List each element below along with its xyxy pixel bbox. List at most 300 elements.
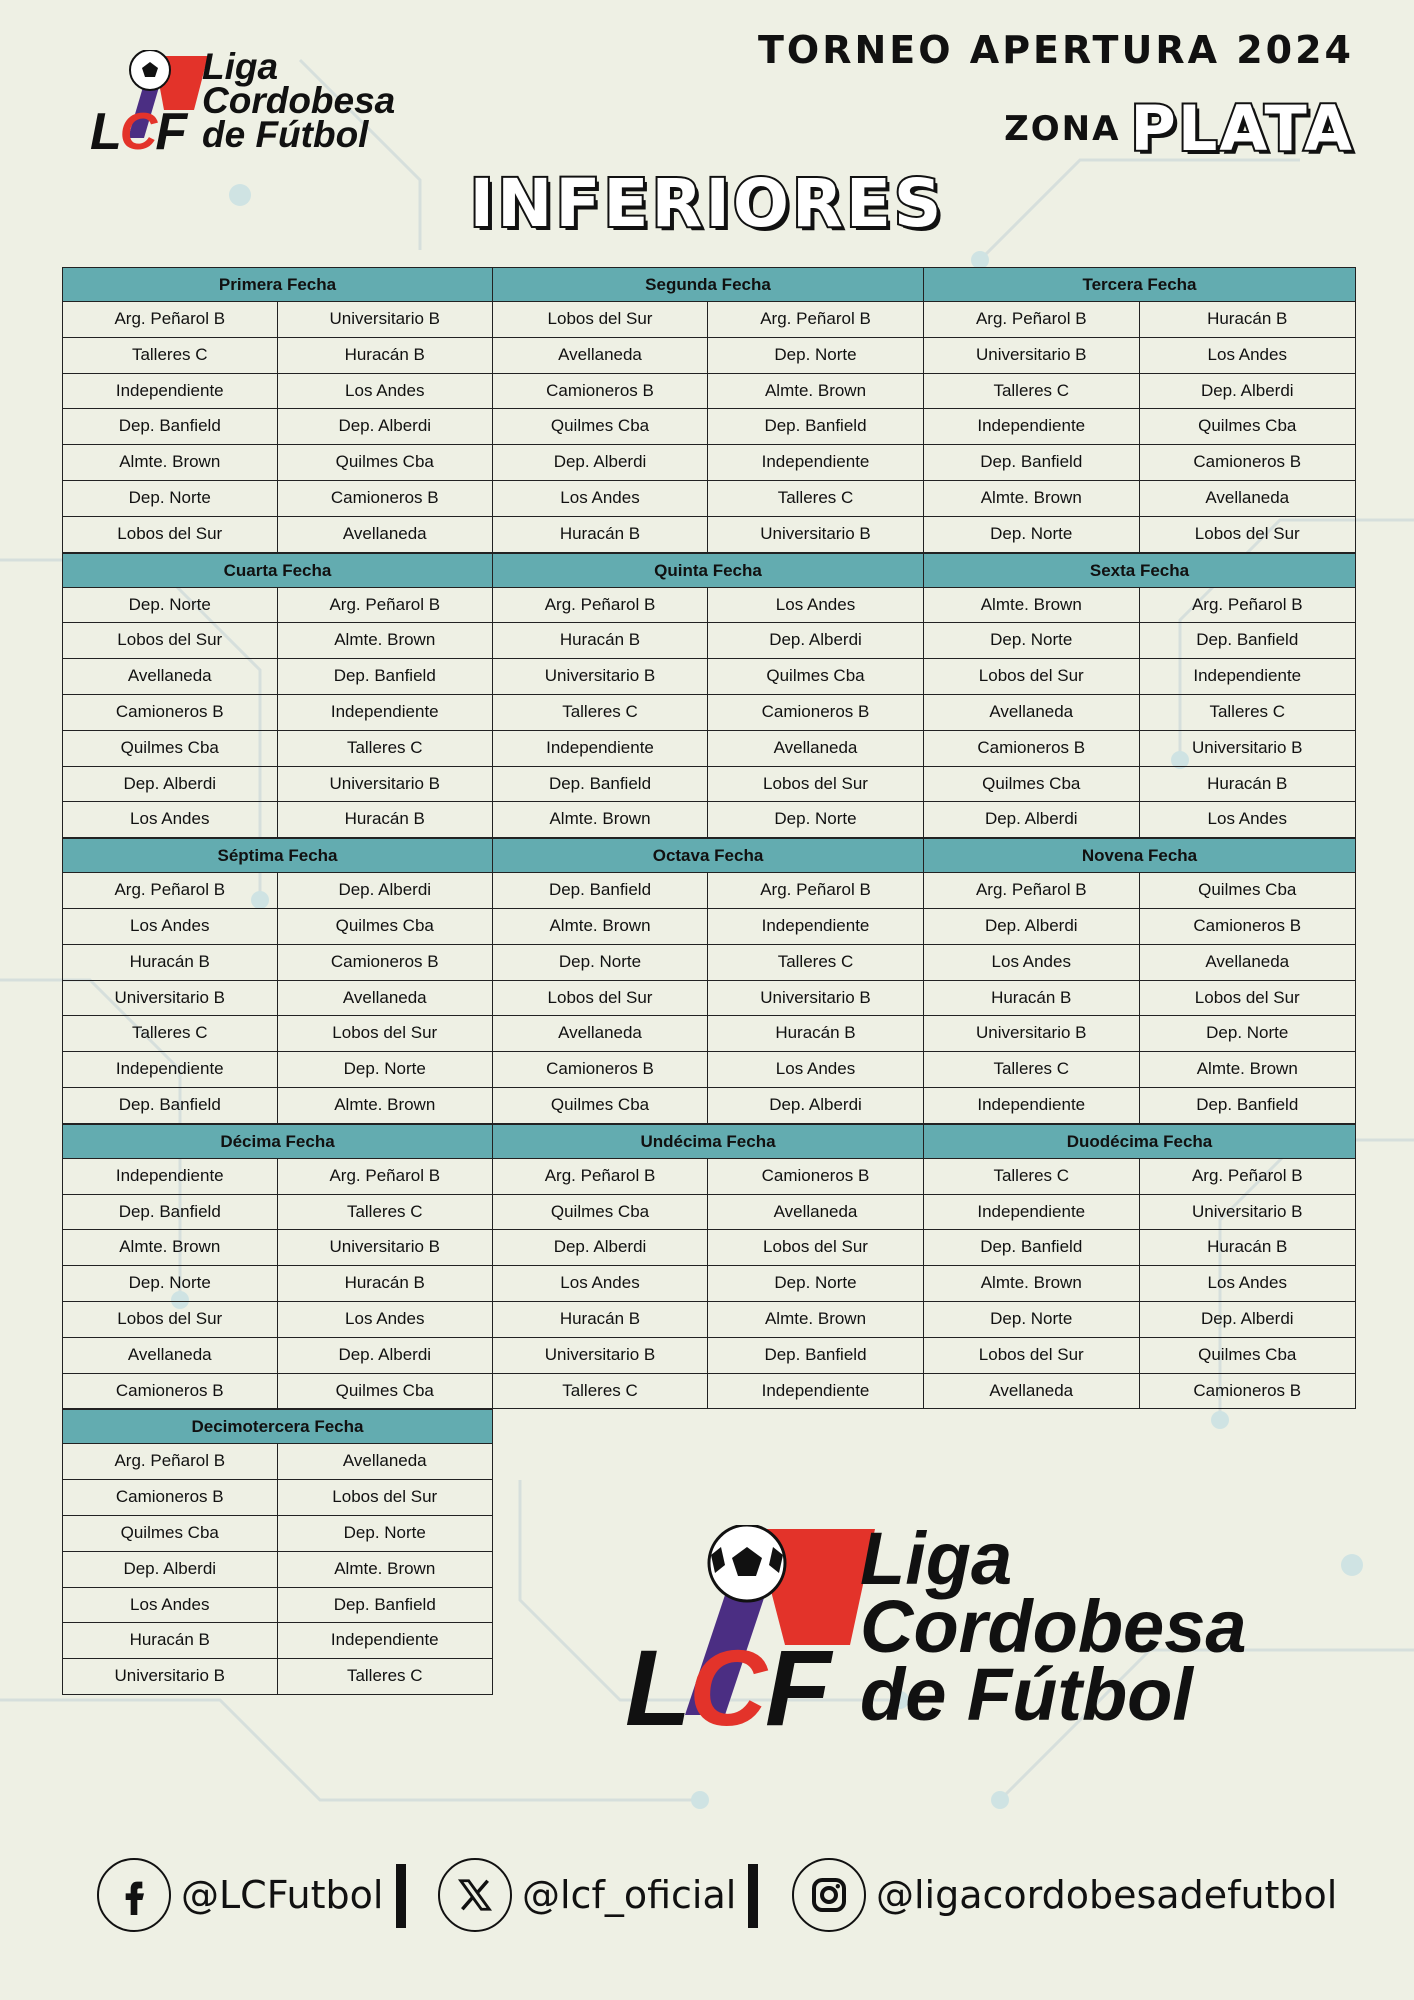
away-team: Arg. Peñarol B bbox=[329, 1165, 441, 1185]
match-row bbox=[63, 588, 492, 624]
away-team: Dep. Norte bbox=[343, 1059, 426, 1079]
league-logo-large bbox=[625, 1517, 1265, 1748]
logo-lcf-mark: LCF bbox=[90, 103, 186, 161]
home-team: Almte. Brown bbox=[924, 1266, 1140, 1301]
home-team: Talleres C bbox=[924, 1052, 1140, 1087]
home-team: Independiente bbox=[924, 409, 1140, 444]
match-row bbox=[63, 767, 492, 803]
away-team: Avellaneda bbox=[1205, 487, 1290, 507]
instagram-icon[interactable] bbox=[792, 1858, 866, 1932]
match-row bbox=[493, 338, 923, 374]
match-row bbox=[924, 374, 1355, 410]
away-team: Quilmes Cba bbox=[1198, 416, 1297, 436]
zone-label: ZONA bbox=[1004, 108, 1121, 149]
match-row bbox=[924, 445, 1355, 481]
match-row bbox=[63, 1588, 492, 1624]
match-row bbox=[63, 1374, 492, 1410]
home-team: Lobos del Sur bbox=[63, 517, 278, 552]
match-row bbox=[924, 981, 1355, 1017]
away-team: Dep. Norte bbox=[1206, 1023, 1289, 1043]
away-team: Dep. Alberdi bbox=[338, 1344, 432, 1364]
round-block bbox=[924, 553, 1356, 839]
match-row bbox=[493, 1374, 923, 1410]
away-team: Avellaneda bbox=[1205, 951, 1290, 971]
match-row bbox=[63, 1516, 492, 1552]
away-team: Independiente bbox=[761, 1380, 870, 1400]
round-title: Duodécima Fecha bbox=[924, 1124, 1355, 1159]
home-team: Lobos del Sur bbox=[924, 659, 1140, 694]
round-block bbox=[62, 553, 493, 839]
league-logo-small bbox=[90, 46, 410, 161]
social-instagram[interactable] bbox=[792, 1858, 1337, 1932]
home-team: Avellaneda bbox=[924, 695, 1140, 730]
home-team: Huracán B bbox=[924, 981, 1140, 1016]
home-team: Universitario B bbox=[493, 659, 708, 694]
social-facebook[interactable] bbox=[97, 1858, 383, 1932]
match-row bbox=[924, 517, 1355, 553]
away-team: Avellaneda bbox=[342, 987, 427, 1007]
round-title: Novena Fecha bbox=[924, 838, 1355, 873]
away-team: Los Andes bbox=[775, 1059, 856, 1079]
match-row bbox=[924, 588, 1355, 624]
away-team: Dep. Banfield bbox=[333, 1594, 436, 1614]
home-team: Dep. Alberdi bbox=[924, 802, 1140, 837]
match-row bbox=[924, 1230, 1355, 1266]
home-team: Lobos del Sur bbox=[924, 1338, 1140, 1373]
home-team: Los Andes bbox=[493, 1266, 708, 1301]
home-team: Arg. Peñarol B bbox=[493, 1159, 708, 1194]
away-team: Huracán B bbox=[344, 809, 425, 829]
away-team: Camioneros B bbox=[330, 487, 439, 507]
match-row bbox=[924, 909, 1355, 945]
away-team: Huracán B bbox=[1207, 309, 1288, 328]
home-team: Dep. Banfield bbox=[493, 767, 708, 802]
away-team: Universitario B bbox=[1191, 737, 1303, 757]
match-row bbox=[493, 517, 923, 553]
away-team: Lobos del Sur bbox=[763, 1237, 868, 1257]
home-team: Los Andes bbox=[924, 945, 1140, 980]
away-team: Quilmes Cba bbox=[335, 452, 434, 472]
away-team: Arg. Peñarol B bbox=[760, 309, 871, 328]
away-team: Camioneros B bbox=[1193, 915, 1302, 935]
match-row bbox=[924, 731, 1355, 767]
home-team: Arg. Peñarol B bbox=[924, 302, 1140, 337]
match-row bbox=[63, 1159, 492, 1195]
match-row bbox=[493, 588, 923, 624]
away-team: Camioneros B bbox=[761, 1165, 870, 1185]
away-team: Los Andes bbox=[1207, 1273, 1287, 1293]
home-team: Los Andes bbox=[63, 802, 278, 837]
match-row bbox=[63, 1480, 492, 1516]
away-team: Independiente bbox=[1193, 666, 1302, 686]
away-team: Dep. Alberdi bbox=[338, 880, 432, 900]
round-title: Undécima Fecha bbox=[493, 1124, 923, 1159]
away-team: Quilmes Cba bbox=[1198, 1344, 1297, 1364]
away-team: Independiente bbox=[330, 701, 439, 721]
match-row bbox=[924, 1266, 1355, 1302]
away-team: Los Andes bbox=[1207, 809, 1287, 829]
match-row bbox=[63, 409, 492, 445]
match-row bbox=[63, 517, 492, 553]
match-row bbox=[63, 1302, 492, 1338]
match-row bbox=[924, 659, 1355, 695]
match-row bbox=[493, 1016, 923, 1052]
away-team: Avellaneda bbox=[773, 737, 858, 757]
home-team: Quilmes Cba bbox=[63, 1516, 278, 1551]
away-team: Dep. Norte bbox=[774, 1273, 857, 1293]
home-team: Dep. Banfield bbox=[63, 1195, 278, 1230]
match-row bbox=[924, 1374, 1355, 1410]
away-team: Almte. Brown bbox=[764, 380, 867, 400]
match-row bbox=[63, 1623, 492, 1659]
away-team: Lobos del Sur bbox=[332, 1487, 438, 1507]
home-team: Independiente bbox=[493, 731, 708, 766]
match-row bbox=[63, 1444, 492, 1480]
away-team: Dep. Alberdi bbox=[1200, 380, 1294, 400]
away-team: Dep. Banfield bbox=[764, 1344, 867, 1364]
round-block bbox=[493, 838, 924, 1124]
away-team: Quilmes Cba bbox=[335, 1380, 434, 1400]
away-team: Lobos del Sur bbox=[763, 773, 868, 793]
away-team: Universitario B bbox=[760, 987, 871, 1007]
home-team: Talleres C bbox=[63, 338, 278, 373]
home-team: Dep. Alberdi bbox=[63, 767, 278, 802]
away-team: Talleres C bbox=[346, 1666, 423, 1686]
match-row bbox=[63, 802, 492, 838]
divider bbox=[748, 1864, 758, 1928]
home-team: Lobos del Sur bbox=[493, 302, 708, 337]
away-team: Quilmes Cba bbox=[1198, 880, 1297, 900]
away-team: Huracán B bbox=[1207, 1237, 1288, 1257]
social-x[interactable] bbox=[438, 1858, 736, 1932]
match-row bbox=[924, 873, 1355, 909]
round-title: Tercera Fecha bbox=[924, 267, 1355, 302]
match-row bbox=[493, 1302, 923, 1338]
home-team: Dep. Banfield bbox=[63, 1088, 278, 1123]
round-title: Sexta Fecha bbox=[924, 553, 1355, 588]
match-row bbox=[493, 695, 923, 731]
home-team: Arg. Peñarol B bbox=[493, 588, 708, 623]
home-team: Dep. Norte bbox=[63, 1266, 278, 1301]
away-team: Independiente bbox=[761, 915, 870, 935]
social-handle[interactable]: @ligacordobesadefutbol bbox=[876, 1873, 1338, 1917]
away-team: Dep. Alberdi bbox=[769, 1094, 862, 1114]
match-row bbox=[924, 802, 1355, 838]
home-team: Quilmes Cba bbox=[924, 767, 1140, 802]
away-team: Dep. Norte bbox=[774, 344, 857, 364]
match-row bbox=[924, 1159, 1355, 1195]
facebook-icon[interactable] bbox=[97, 1858, 171, 1932]
match-row bbox=[63, 445, 492, 481]
match-row bbox=[493, 659, 923, 695]
match-row bbox=[924, 1338, 1355, 1374]
match-row bbox=[493, 767, 923, 803]
match-row bbox=[924, 1052, 1355, 1088]
home-team: Huracán B bbox=[493, 1302, 708, 1337]
match-row bbox=[924, 945, 1355, 981]
home-team: Independiente bbox=[63, 374, 278, 409]
home-team: Huracán B bbox=[63, 945, 278, 980]
match-row bbox=[63, 909, 492, 945]
away-team: Camioneros B bbox=[761, 701, 870, 721]
home-team: Talleres C bbox=[63, 1016, 278, 1051]
match-row bbox=[924, 1016, 1355, 1052]
home-team: Huracán B bbox=[493, 517, 708, 552]
away-team: Universitario B bbox=[329, 309, 441, 328]
logo-wordmark: Liga Cordobesa de Fútbol bbox=[202, 46, 396, 156]
match-row bbox=[63, 731, 492, 767]
home-team: Dep. Norte bbox=[493, 945, 708, 980]
home-team: Almte. Brown bbox=[63, 445, 278, 480]
match-row bbox=[493, 302, 923, 338]
away-team: Huracán B bbox=[344, 1273, 425, 1293]
home-team: Talleres C bbox=[924, 1159, 1140, 1194]
match-row bbox=[493, 981, 923, 1017]
round-title: Séptima Fecha bbox=[63, 838, 492, 873]
round-block bbox=[924, 267, 1356, 553]
away-team: Dep. Banfield bbox=[333, 666, 436, 686]
match-row bbox=[63, 1659, 492, 1695]
home-team: Universitario B bbox=[63, 981, 278, 1016]
social-footer bbox=[0, 1858, 1414, 1934]
away-team: Dep. Alberdi bbox=[338, 416, 432, 436]
match-row bbox=[493, 1195, 923, 1231]
home-team: Huracán B bbox=[493, 623, 708, 658]
match-row bbox=[63, 945, 492, 981]
round-title: Quinta Fecha bbox=[493, 553, 923, 588]
match-row bbox=[63, 1266, 492, 1302]
away-team: Los Andes bbox=[345, 1308, 425, 1328]
away-team: Huracán B bbox=[344, 344, 425, 364]
match-row bbox=[493, 1338, 923, 1374]
match-row bbox=[493, 623, 923, 659]
round-title: Cuarta Fecha bbox=[63, 553, 492, 588]
home-team: Dep. Alberdi bbox=[493, 1230, 708, 1265]
match-row bbox=[63, 1052, 492, 1088]
home-team: Avellaneda bbox=[63, 659, 278, 694]
home-team: Talleres C bbox=[493, 695, 708, 730]
match-row bbox=[493, 1088, 923, 1124]
match-row bbox=[63, 981, 492, 1017]
tournament-title: TORNEO APERTURA 2024 bbox=[758, 28, 1354, 72]
match-row bbox=[924, 1302, 1355, 1338]
away-team: Lobos del Sur bbox=[1194, 523, 1300, 543]
home-team: Universitario B bbox=[63, 1659, 278, 1694]
away-team: Quilmes Cba bbox=[766, 666, 865, 686]
home-team: Lobos del Sur bbox=[63, 623, 278, 658]
away-team: Lobos del Sur bbox=[1194, 987, 1300, 1007]
away-team: Camioneros B bbox=[1193, 452, 1302, 472]
away-team: Talleres C bbox=[346, 737, 423, 757]
home-team: Quilmes Cba bbox=[63, 731, 278, 766]
away-team: Talleres C bbox=[777, 951, 854, 971]
match-row bbox=[924, 623, 1355, 659]
away-team: Dep. Norte bbox=[343, 1522, 426, 1542]
logo-wordmark: Liga Cordobesa de Fútbol bbox=[860, 1517, 1247, 1737]
home-team: Arg. Peñarol B bbox=[63, 873, 278, 908]
home-team: Los Andes bbox=[493, 481, 708, 516]
home-team: Almte. Brown bbox=[924, 481, 1140, 516]
away-team: Universitario B bbox=[760, 523, 871, 543]
fixture-table bbox=[62, 267, 1356, 1695]
home-team: Talleres C bbox=[924, 374, 1140, 409]
home-team: Talleres C bbox=[493, 1374, 708, 1409]
match-row bbox=[63, 374, 492, 410]
match-row bbox=[924, 695, 1355, 731]
home-team: Camioneros B bbox=[924, 731, 1140, 766]
away-team: Dep. Banfield bbox=[764, 416, 867, 436]
away-team: Almte. Brown bbox=[764, 1308, 867, 1328]
away-team: Talleres C bbox=[1209, 701, 1286, 721]
match-row bbox=[924, 1195, 1355, 1231]
away-team: Huracán B bbox=[775, 1023, 856, 1043]
away-team: Los Andes bbox=[1207, 344, 1287, 364]
round-block bbox=[62, 267, 493, 553]
away-team: Dep. Banfield bbox=[1196, 630, 1299, 650]
match-row bbox=[924, 767, 1355, 803]
home-team: Dep. Alberdi bbox=[493, 445, 708, 480]
zone-value: PLATA bbox=[1130, 92, 1354, 165]
round-block bbox=[62, 1409, 493, 1695]
social-handle[interactable]: @LCFutbol bbox=[181, 1873, 384, 1917]
home-team: Huracán B bbox=[63, 1623, 278, 1658]
home-team: Universitario B bbox=[493, 1338, 708, 1373]
home-team: Camioneros B bbox=[63, 1480, 278, 1515]
away-team: Universitario B bbox=[329, 773, 441, 793]
away-team: Dep. Banfield bbox=[1196, 1094, 1299, 1114]
away-team: Dep. Alberdi bbox=[1200, 1308, 1294, 1328]
away-team: Dep. Norte bbox=[774, 809, 857, 829]
round-block bbox=[493, 553, 924, 839]
home-team: Almte. Brown bbox=[924, 588, 1140, 623]
home-team: Avellaneda bbox=[924, 1374, 1140, 1409]
round-title: Decimotercera Fecha bbox=[63, 1409, 492, 1444]
away-team: Avellaneda bbox=[342, 523, 427, 543]
match-row bbox=[63, 623, 492, 659]
match-row bbox=[63, 1552, 492, 1588]
away-team: Dep. Alberdi bbox=[769, 630, 862, 650]
match-row bbox=[493, 1230, 923, 1266]
home-team: Universitario B bbox=[924, 1016, 1140, 1051]
home-team: Dep. Banfield bbox=[924, 1230, 1140, 1265]
away-team: Arg. Peñarol B bbox=[760, 880, 871, 900]
round-block bbox=[62, 838, 493, 1124]
match-row bbox=[924, 481, 1355, 517]
home-team: Arg. Peñarol B bbox=[924, 873, 1140, 908]
away-team: Camioneros B bbox=[1193, 1380, 1302, 1400]
home-team: Arg. Peñarol B bbox=[63, 1444, 278, 1479]
home-team: Lobos del Sur bbox=[63, 1302, 278, 1337]
match-row bbox=[63, 659, 492, 695]
home-team: Dep. Norte bbox=[924, 1302, 1140, 1337]
home-team: Quilmes Cba bbox=[493, 1088, 708, 1123]
home-team: Almte. Brown bbox=[63, 1230, 278, 1265]
round-block bbox=[62, 1124, 493, 1410]
home-team: Los Andes bbox=[63, 909, 278, 944]
away-team: Los Andes bbox=[345, 380, 425, 400]
x-icon[interactable] bbox=[438, 1858, 512, 1932]
away-team: Arg. Peñarol B bbox=[1191, 1165, 1303, 1185]
match-row bbox=[493, 802, 923, 838]
home-team: Lobos del Sur bbox=[493, 981, 708, 1016]
match-row bbox=[63, 302, 492, 338]
away-team: Los Andes bbox=[775, 594, 856, 614]
match-row bbox=[493, 945, 923, 981]
social-handle[interactable]: @lcf_oficial bbox=[522, 1873, 737, 1917]
match-row bbox=[63, 1230, 492, 1266]
away-team: Arg. Peñarol B bbox=[1191, 594, 1303, 614]
home-team: Avellaneda bbox=[63, 1338, 278, 1373]
match-row bbox=[63, 873, 492, 909]
match-row bbox=[63, 1088, 492, 1124]
match-row bbox=[63, 695, 492, 731]
away-team: Avellaneda bbox=[773, 1201, 858, 1221]
match-row bbox=[493, 409, 923, 445]
round-block bbox=[493, 267, 924, 553]
match-row bbox=[493, 1266, 923, 1302]
home-team: Avellaneda bbox=[493, 1016, 708, 1051]
match-row bbox=[493, 374, 923, 410]
away-team: Independiente bbox=[330, 1630, 439, 1650]
home-team: Almte. Brown bbox=[493, 802, 708, 837]
away-team: Independiente bbox=[761, 452, 870, 472]
match-row bbox=[63, 481, 492, 517]
away-team: Huracán B bbox=[1207, 773, 1288, 793]
away-team: Almte. Brown bbox=[1196, 1059, 1298, 1079]
round-title: Octava Fecha bbox=[493, 838, 923, 873]
match-row bbox=[924, 338, 1355, 374]
zone-heading bbox=[1004, 92, 1354, 165]
home-team: Dep. Banfield bbox=[924, 445, 1140, 480]
away-team: Universitario B bbox=[329, 1237, 441, 1257]
round-block bbox=[924, 1124, 1356, 1410]
match-row bbox=[924, 302, 1355, 338]
home-team: Independiente bbox=[63, 1052, 278, 1087]
round-block bbox=[924, 838, 1356, 1124]
away-team: Talleres C bbox=[777, 487, 854, 507]
home-team: Camioneros B bbox=[493, 374, 708, 409]
logo-lcf-mark: LCF bbox=[625, 1627, 829, 1748]
home-team: Dep. Banfield bbox=[63, 409, 278, 444]
home-team: Avellaneda bbox=[493, 338, 708, 373]
home-team: Universitario B bbox=[924, 338, 1140, 373]
match-row bbox=[493, 481, 923, 517]
round-title: Décima Fecha bbox=[63, 1124, 492, 1159]
home-team: Dep. Alberdi bbox=[924, 909, 1140, 944]
home-team: Camioneros B bbox=[63, 1374, 278, 1409]
match-row bbox=[493, 1052, 923, 1088]
away-team: Almte. Brown bbox=[334, 1094, 436, 1114]
home-team: Dep. Norte bbox=[924, 623, 1140, 658]
round-block bbox=[493, 1124, 924, 1410]
home-team: Dep. Banfield bbox=[493, 873, 708, 908]
away-team: Almte. Brown bbox=[334, 630, 436, 650]
home-team: Quilmes Cba bbox=[493, 1195, 708, 1230]
home-team: Camioneros B bbox=[63, 695, 278, 730]
match-row bbox=[493, 873, 923, 909]
away-team: Quilmes Cba bbox=[335, 915, 434, 935]
away-team: Lobos del Sur bbox=[332, 1023, 438, 1043]
match-row bbox=[63, 1338, 492, 1374]
match-row bbox=[493, 909, 923, 945]
home-team: Independiente bbox=[63, 1159, 278, 1194]
home-team: Independiente bbox=[924, 1088, 1140, 1123]
home-team: Dep. Norte bbox=[924, 517, 1140, 552]
home-team: Dep. Norte bbox=[63, 481, 278, 516]
home-team: Quilmes Cba bbox=[493, 409, 708, 444]
match-row bbox=[63, 1195, 492, 1231]
match-row bbox=[924, 1088, 1355, 1124]
